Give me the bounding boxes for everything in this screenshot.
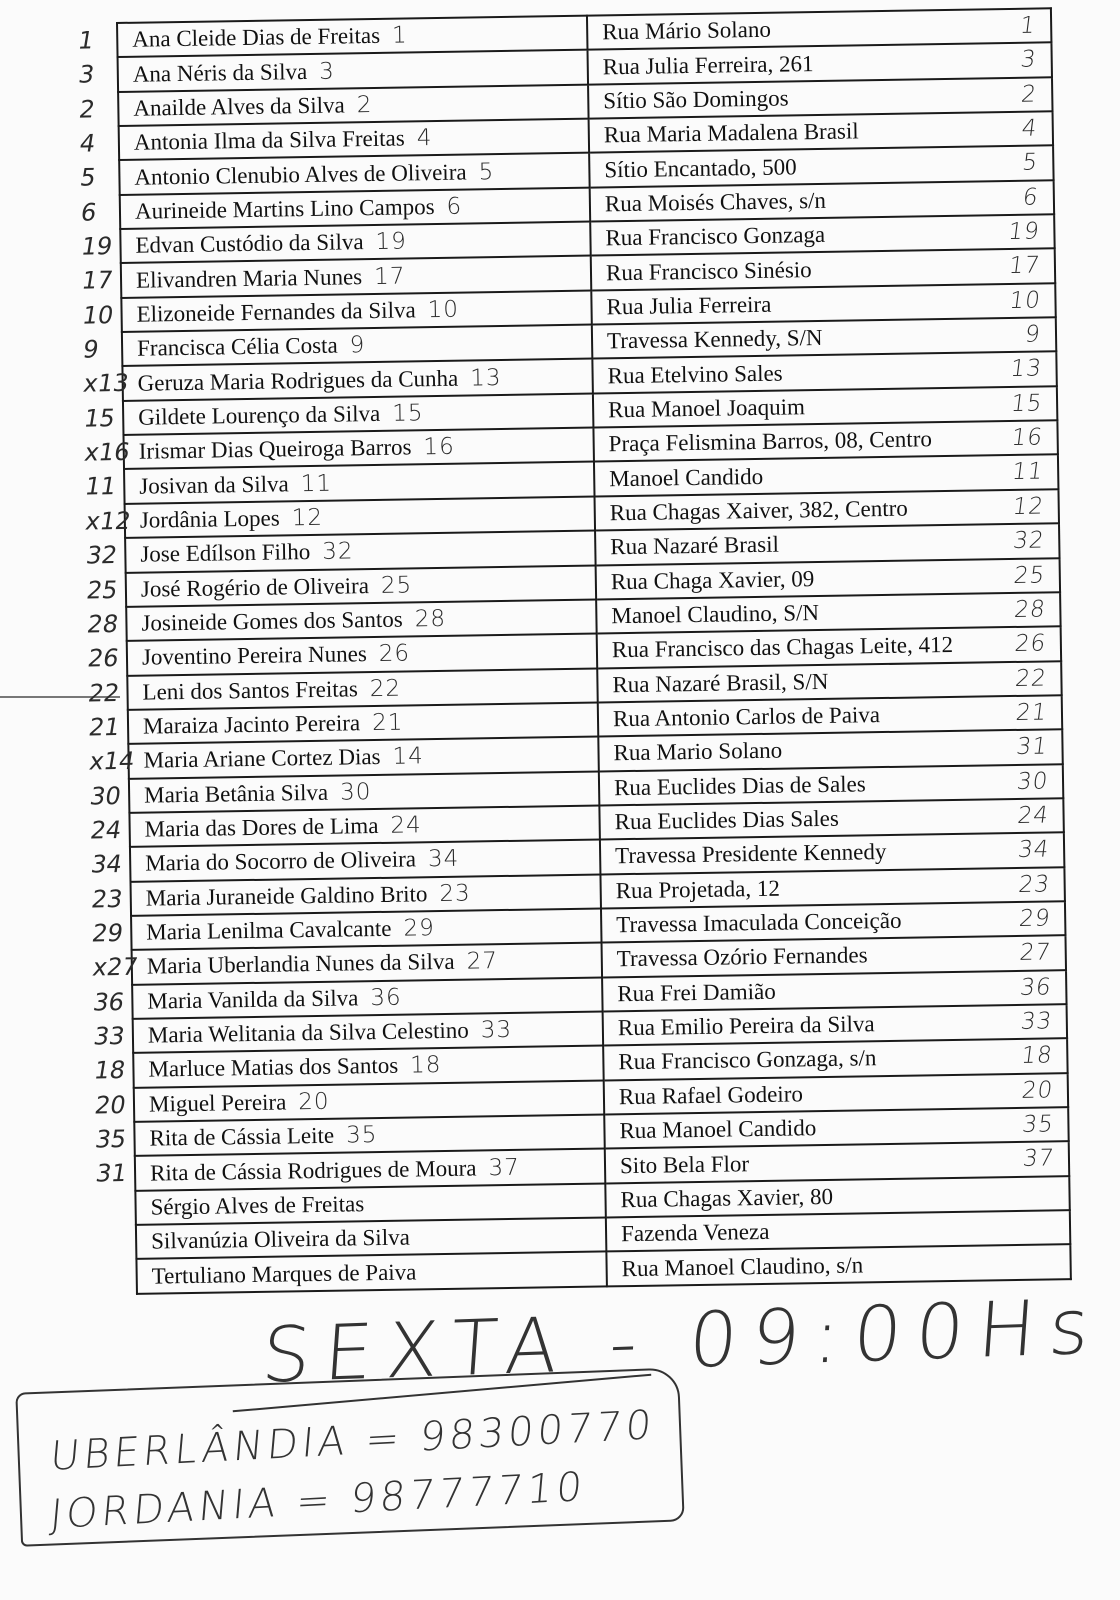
handwritten-left-number: 36 xyxy=(91,987,127,1017)
handwritten-schedule: SEXTA - 09:00Hs xyxy=(259,1281,1106,1400)
person-name: Joventino Pereira Nunes xyxy=(141,641,367,671)
person-name: Irismar Dias Queiroga Barros xyxy=(138,434,412,464)
handwritten-name-number: 29 xyxy=(403,915,435,942)
roster-table xyxy=(76,7,1072,1294)
address-text: Travessa Presidente Kennedy xyxy=(614,839,887,869)
handwritten-left-number: 35 xyxy=(93,1124,129,1154)
handwritten-name-number: 4 xyxy=(416,125,433,152)
handwritten-address-number: 35 xyxy=(1020,1111,1056,1138)
address-text: Rua Maria Madalena Brasil xyxy=(603,118,859,148)
address-text: Rua Emilio Pereira da Silva xyxy=(617,1011,875,1041)
handwritten-name-number: 22 xyxy=(369,675,402,702)
handwritten-left-number: x12 xyxy=(83,506,133,536)
handwritten-left-number: 11 xyxy=(83,472,119,502)
person-name: Leni dos Santos Freitas xyxy=(142,675,358,705)
address-text: Rua Manoel Claudino, s/n xyxy=(621,1251,864,1281)
handwritten-left-number: 32 xyxy=(84,541,120,570)
handwritten-address-number: 32 xyxy=(1011,527,1046,555)
handwritten-phone-1: UBERLÂNDIA = 98300770 xyxy=(48,1402,658,1480)
handwritten-name-number: 1 xyxy=(391,22,408,49)
person-name: Josivan da Silva xyxy=(139,470,289,499)
handwritten-address-number: 10 xyxy=(1007,287,1043,314)
handwritten-address-number: 29 xyxy=(1017,905,1052,932)
handwritten-left-number: x13 xyxy=(81,369,131,399)
handwritten-left-number: 28 xyxy=(85,609,121,639)
person-name: Elizoneide Fernandes da Silva xyxy=(136,297,416,327)
address-text: Fazenda Veneza xyxy=(620,1219,770,1247)
handwritten-address-number: 22 xyxy=(1013,664,1049,692)
person-name: Antonio Clenubio Alves de Oliveira xyxy=(134,159,467,190)
handwritten-left-number: 33 xyxy=(91,1021,127,1051)
person-name: Sérgio Alves de Freitas xyxy=(150,1191,365,1220)
person-name: Miguel Pereira xyxy=(148,1089,287,1117)
handwritten-name-number: 13 xyxy=(470,364,502,392)
handwritten-address-number: 15 xyxy=(1009,390,1044,417)
handwritten-address-number: 2 xyxy=(1019,81,1039,108)
handwritten-name-number: 27 xyxy=(466,948,499,976)
address-text: Sito Bela Flor xyxy=(619,1150,750,1178)
address-text: Sítio São Domingos xyxy=(603,85,789,114)
handwritten-name-number: 20 xyxy=(298,1088,330,1116)
handwritten-left-number: 9 xyxy=(80,335,101,364)
person-name: Marluce Matias dos Santos xyxy=(148,1053,399,1083)
handwritten-address-number: 11 xyxy=(1010,458,1045,486)
handwritten-address-number: 18 xyxy=(1019,1042,1054,1070)
handwritten-left-number: 21 xyxy=(86,712,122,742)
person-name: Maria Uberlandia Nunes da Silva xyxy=(146,949,455,980)
handwritten-address-number: 30 xyxy=(1015,767,1050,795)
handwritten-left-number: 18 xyxy=(92,1056,128,1085)
handwritten-left-number: 15 xyxy=(81,403,118,433)
person-name: Francisca Célia Costa xyxy=(136,332,338,361)
address-text: Travessa Ozório Fernandes xyxy=(616,942,868,972)
handwritten-left-number: 1 xyxy=(76,26,96,55)
address-text: Travessa Kennedy, S/N xyxy=(606,325,823,354)
handwritten-address-number: 20 xyxy=(1019,1077,1055,1104)
handwritten-address-number: 21 xyxy=(1014,699,1049,726)
handwritten-name-number: 23 xyxy=(439,880,471,907)
address-text: Rua Francisco Gonzaga, s/n xyxy=(618,1045,877,1075)
handwritten-address-number: 16 xyxy=(1009,424,1045,452)
address-text: Sítio Encantado, 500 xyxy=(604,153,797,182)
person-name: Ana Néris da Silva xyxy=(132,58,308,87)
address-text: Rua Euclides Dias de Sales xyxy=(613,771,866,801)
handwritten-left-number: 30 xyxy=(87,781,123,811)
handwritten-left-number: x14 xyxy=(87,746,137,776)
handwritten-left-number: 31 xyxy=(93,1159,129,1188)
person-name: Rita de Cássia Leite xyxy=(149,1122,335,1151)
handwritten-name-number: 24 xyxy=(390,812,422,839)
handwritten-address-number: 1 xyxy=(1018,12,1038,39)
address-text: Rua Mario Solano xyxy=(613,738,783,766)
person-name: Silvanúzia Oliveira da Silva xyxy=(150,1224,411,1254)
handwritten-name-number: 28 xyxy=(414,605,447,633)
handwritten-address-number: 25 xyxy=(1011,561,1047,589)
person-name: Elivandren Maria Nunes xyxy=(135,263,363,293)
address-text: Rua Manoel Candido xyxy=(619,1115,817,1144)
address-cell xyxy=(606,1245,1070,1287)
handwritten-left-number: 5 xyxy=(78,163,98,192)
handwritten-address-number: 33 xyxy=(1018,1008,1054,1035)
address-text: Rua Chagas Xavier, 80 xyxy=(620,1183,834,1213)
address-text: Rua Frei Damião xyxy=(617,978,776,1007)
person-name: Ana Cleide Dias de Freitas xyxy=(132,23,381,52)
handwritten-left-number: x27 xyxy=(90,953,140,982)
handwritten-name-number: 11 xyxy=(300,470,333,497)
person-name: Maria Betânia Silva xyxy=(143,779,329,808)
handwritten-name-number: 16 xyxy=(423,434,455,461)
address-text: Rua Projetada, 12 xyxy=(615,875,781,904)
handwritten-phone-2: JORDANIA = 98777710 xyxy=(48,1463,588,1539)
address-text: Rua Manoel Joaquim xyxy=(607,394,806,423)
handwritten-left-number: 19 xyxy=(79,232,115,261)
handwritten-left-number: 4 xyxy=(77,129,98,158)
handwritten-address-number: 13 xyxy=(1008,355,1044,383)
person-name: Maria Lenilma Cavalcante xyxy=(146,915,392,945)
person-name: Maria das Dores de Lima xyxy=(144,813,379,842)
handwritten-name-number: 35 xyxy=(345,1122,378,1149)
handwritten-address-number: 23 xyxy=(1016,871,1052,898)
address-text: Rua Chaga Xavier, 09 xyxy=(610,565,815,594)
address-text: Rua Francisco das Chagas Leite, 412 xyxy=(611,632,954,663)
handwritten-name-number: 10 xyxy=(427,296,460,324)
person-name: Jose Edílson Filho xyxy=(140,539,311,568)
handwritten-name-number: 9 xyxy=(349,332,366,359)
address-text: Travessa Imaculada Conceição xyxy=(616,907,902,938)
address-text: Rua Rafael Godeiro xyxy=(618,1081,804,1110)
person-name: Maria Juraneide Galdino Brito xyxy=(145,880,428,911)
handwritten-left-number: 6 xyxy=(78,198,99,227)
handwritten-name-number: 32 xyxy=(322,538,354,566)
handwritten-left-number: 23 xyxy=(89,884,125,914)
handwritten-address-number: 5 xyxy=(1021,149,1040,177)
handwritten-address-number: 36 xyxy=(1018,974,1053,1001)
handwritten-name-number: 6 xyxy=(446,193,463,220)
address-text: Rua Julia Ferreira, 261 xyxy=(602,50,814,79)
handwritten-name-number: 18 xyxy=(409,1052,442,1079)
handwritten-left-number: 24 xyxy=(88,815,124,845)
handwritten-left-number: 26 xyxy=(85,644,121,673)
handwritten-name-number: 14 xyxy=(392,743,425,771)
address-text: Manoel Claudino, S/N xyxy=(611,600,820,629)
handwritten-name-number: 26 xyxy=(378,640,411,668)
person-name: Maria do Socorro de Oliveira xyxy=(145,846,417,877)
handwritten-left-number: 10 xyxy=(80,300,116,330)
person-name: Anailde Alves da Silva xyxy=(133,92,345,121)
handwritten-left-number: 22 xyxy=(86,678,122,708)
address-text: Rua Chagas Xaiver, 382, Centro xyxy=(609,495,908,526)
handwritten-address-number: 31 xyxy=(1014,733,1050,761)
handwritten-address-number: 19 xyxy=(1006,218,1042,246)
handwritten-name-number: 37 xyxy=(488,1154,520,1181)
address-text: Rua Nazaré Brasil, S/N xyxy=(612,668,829,697)
person-name: Jordânia Lopes xyxy=(139,505,280,533)
person-name: José Rogério de Oliveira xyxy=(140,572,370,602)
person-name: Maria Ariane Cortez Dias xyxy=(143,744,381,774)
handwritten-name-number: 3 xyxy=(318,58,336,85)
handwritten-address-number: 12 xyxy=(1010,493,1046,520)
person-name: Josineide Gomes dos Santos xyxy=(141,606,403,636)
handwritten-address-number: 34 xyxy=(1016,836,1051,864)
address-text: Rua Euclides Dias Sales xyxy=(614,805,840,835)
handwritten-name-number: 2 xyxy=(356,91,373,119)
address-text: Manoel Candido xyxy=(609,463,764,491)
person-name: Aurineide Martins Lino Campos xyxy=(134,193,435,224)
handwritten-left-number: 20 xyxy=(92,1090,128,1120)
name-cell xyxy=(136,1252,606,1294)
handwritten-address-number: 27 xyxy=(1017,939,1053,967)
handwritten-left-number: 34 xyxy=(88,850,125,879)
person-name: Maria Welitania da Silva Celestino xyxy=(147,1017,469,1048)
person-name: Rita de Cássia Rodrigues de Moura xyxy=(149,1154,477,1186)
handwritten-address-number: 6 xyxy=(1021,184,1041,211)
address-text: Praça Felismina Barros, 08, Centro xyxy=(608,426,933,457)
handwritten-name-number: 33 xyxy=(480,1017,513,1044)
handwritten-address-number: 37 xyxy=(1021,1145,1056,1173)
handwritten-address-number: 28 xyxy=(1012,596,1047,623)
roster-body xyxy=(76,8,1071,1293)
person-name: Edvan Custódio da Silva xyxy=(135,229,364,258)
handwritten-name-number: 5 xyxy=(478,158,495,185)
handwritten-name-number: 12 xyxy=(291,504,324,532)
handwritten-address-number: 3 xyxy=(1019,46,1039,74)
address-text: Rua Antonio Carlos de Paiva xyxy=(612,702,881,732)
handwritten-address-number: 26 xyxy=(1012,630,1048,658)
handwritten-left-number: 29 xyxy=(90,918,126,948)
person-name: Geruza Maria Rodrigues da Cunha xyxy=(137,365,459,396)
handwritten-left-number: 17 xyxy=(79,266,115,296)
handwritten-address-number: 24 xyxy=(1015,802,1051,829)
address-text: Rua Mário Solano xyxy=(602,16,772,45)
person-name: Tertuliano Marques de Paiva xyxy=(151,1258,417,1289)
handwritten-address-number: 9 xyxy=(1023,321,1043,348)
address-text: Rua Francisco Gonzaga xyxy=(605,222,826,251)
handwritten-name-number: 21 xyxy=(371,709,404,737)
handwritten-name-number: 36 xyxy=(370,984,402,1011)
address-text: Rua Julia Ferreira xyxy=(606,291,772,320)
person-name: Maria Vanilda da Silva xyxy=(147,985,359,1014)
handwritten-name-number: 34 xyxy=(427,846,460,873)
person-name: Maraiza Jacinto Pereira xyxy=(142,710,361,739)
handwritten-left-number: 25 xyxy=(84,575,120,605)
address-text: Rua Francisco Sinésio xyxy=(605,256,812,285)
address-text: Rua Etelvino Sales xyxy=(607,360,783,388)
address-text: Rua Moisés Chaves, s/n xyxy=(604,187,827,217)
handwritten-name-number: 15 xyxy=(392,400,424,427)
handwritten-name-number: 17 xyxy=(373,263,406,290)
handwritten-name-number: 25 xyxy=(380,572,413,599)
handwritten-name-number: 30 xyxy=(339,778,372,806)
handwritten-left-number: 2 xyxy=(77,94,97,124)
handwritten-name-number: 19 xyxy=(375,228,408,256)
handwritten-left-number: x16 xyxy=(82,437,132,467)
person-name: Antonia Ilma da Silva Freitas xyxy=(133,125,405,155)
address-text: Rua Nazaré Brasil xyxy=(610,531,780,560)
handwritten-address-number: 17 xyxy=(1007,252,1042,280)
handwritten-address-number: 4 xyxy=(1020,115,1040,142)
person-name: Gildete Lourenço da Silva xyxy=(138,400,381,430)
handwritten-left-number: 3 xyxy=(76,60,97,89)
